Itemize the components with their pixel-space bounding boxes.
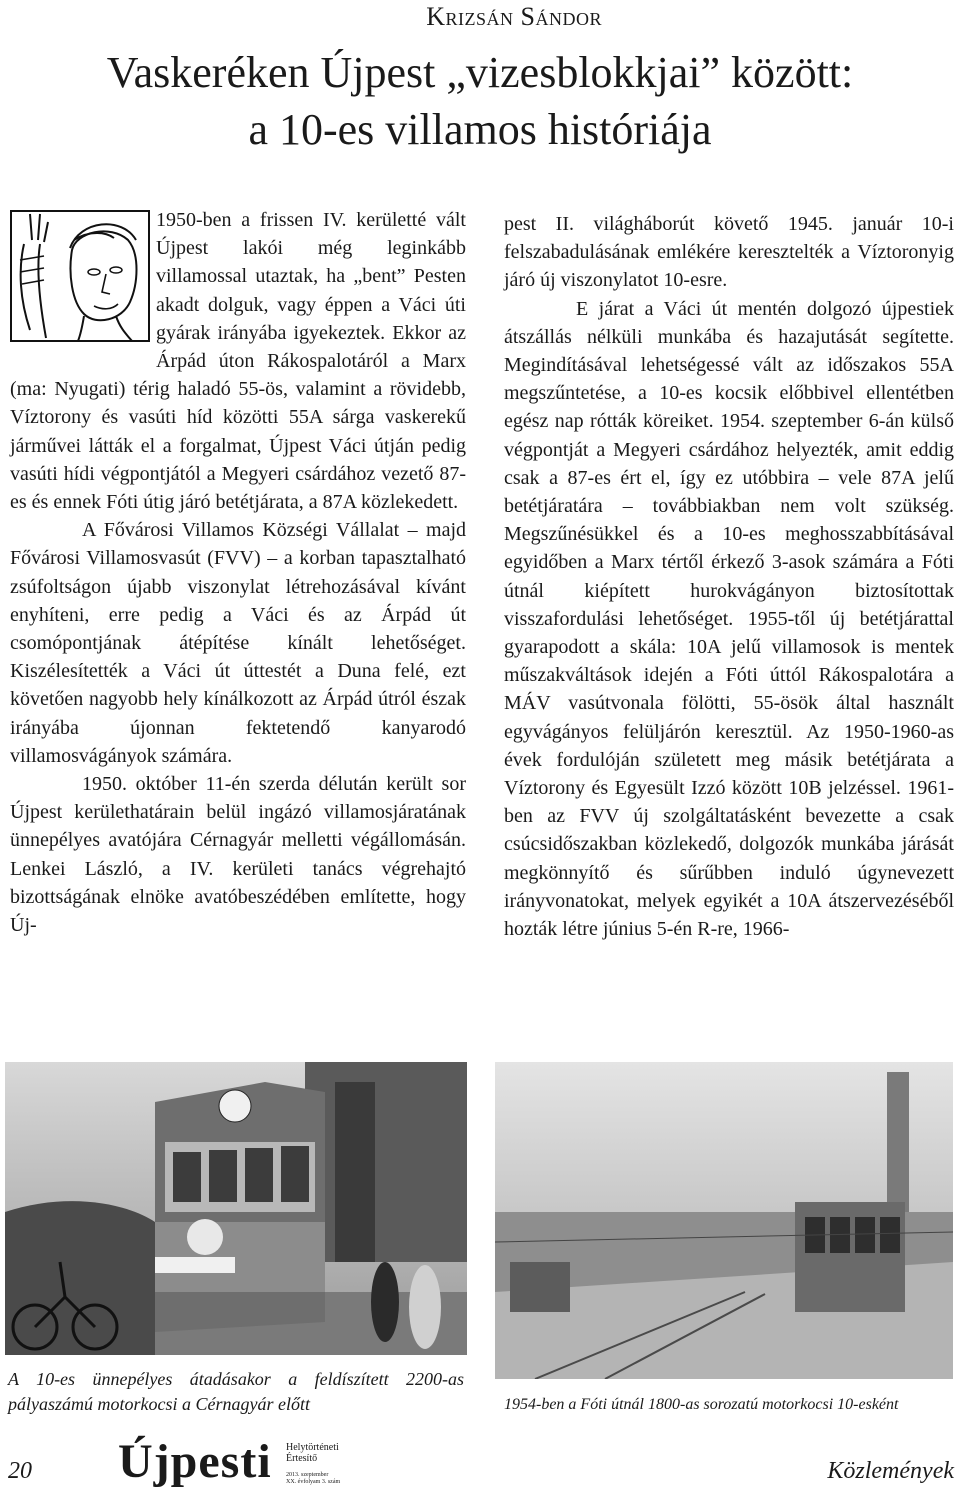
section-name: Közlemények bbox=[827, 1458, 954, 1484]
paragraph: 1950. október 11-én szerda délután került sor Újpest kerülethatárain belül ingázó villamosjáratának ünnepélyes avatójára Cérnagyár melletti végállomásán. Lenkei László, a IV. kerületi tanács végrehajtó bizottságának elnöke avatóbeszédében említette, hogy Új- bbox=[10, 773, 466, 937]
author-name: Krizsán Sándor bbox=[426, 2, 602, 31]
logo-subtitle-2: Értesítő bbox=[286, 1453, 318, 1464]
article-column-left bbox=[10, 206, 466, 939]
title-line-2: a 10-es villamos históriája bbox=[248, 105, 712, 154]
tram-photo-1950 bbox=[5, 1062, 467, 1355]
tram-photo-1954 bbox=[495, 1062, 953, 1379]
logo-date: 2013. szeptember bbox=[286, 1472, 329, 1478]
title-line-1: Vaskeréken Újpest „vizesblokkjai” között: bbox=[106, 48, 854, 97]
paragraph: pest II. világháborút követő 1945. január 10-i felszabadulásának emlékére keresztelték a Víztoronyig járó új viszonylatot 10-esre. bbox=[504, 213, 954, 292]
journal-logo bbox=[118, 1432, 378, 1492]
photo-caption-left: A 10-es ünnepélyes átadásakor a feldíszített 2200-as pályaszámú motorkocsi a Cérnagyár előtt bbox=[8, 1369, 464, 1414]
article-column-right bbox=[504, 210, 954, 943]
portrait-space bbox=[10, 206, 156, 348]
page-number: 20 bbox=[8, 1458, 32, 1484]
logo-subtitle-1: Helytörténeti bbox=[286, 1442, 339, 1453]
paragraph: E járat a Váci út mentén dolgozó újpestiek átszállás nélküli munkába és hazajutását segítette. Megindításával lehetségessé vált az időszakos 55A megszűntetése, a 10-es kocsik előbbivel ellentétben egész nap rótták köreiket. 1954. szeptember 6-án külső végpontját a Megyeri csárdához helyezték, amit eddig csak a 87-es ért el, így ez utóbbira – vele 87A jelű betétjáratára – továbbiakban nem volt szükség. Megszűnésükkel és a 10-es meghosszabbításával egyidőben a Marx tértől érkező 3-asok számára a Fóti útnál kiépített hurokvágányon biztosítottak visszafordulási lehetőséget. 1955-től új betétjárattal gyarapodott a skála: 10A jelű villamosok is mentek műszakváltások idején a Fóti úttól Rákospalotára a MÁV vasútvonala fölötti, 55-ösök által használt egyvágányos felüljárón keresztül. Az 1950-1960-as évek fordulóján született meg másik betétjárata a Víztorony és Egyesült Izzó között 10B jelzéssel. 1961-ben az FVV új szolgáltatásként bevezette a csak csúcsidőszakban közlekedő, dolgozók munkába járását megkönnyítő és sűrűbben induló úgynevezett irányvonatokat, melyek egyikét a 10A átszervezéséből hozták létre június 5-én R-re, 1966- bbox=[504, 297, 954, 941]
article-title bbox=[0, 44, 960, 158]
photo-caption-right: 1954-ben a Fóti útnál 1800-as sorozatú motorkocsi 10-esként bbox=[504, 1396, 899, 1413]
logo-word: Újpesti bbox=[118, 1435, 272, 1488]
paragraph: A Fővárosi Villamos Községi Vállalat – majd Fővárosi Villamosvasút (FVV) – a korban tapasztalható zsúfoltságon újabb viszonylat létrehozásával kívánt enyhíteni, erre pedig a Váci és az Árpád út csomópontjának átépítése kínált lehetőséget. Kiszélesítették a Váci út úttestét a Duna felé, ezt követően nagyobb hely kínálkozott az Árpád útról észak irányába újonnan fektetendő kanyarodó villamosvágányok számára. bbox=[10, 519, 466, 767]
logo-issue: XX. évfolyam 3. szám bbox=[286, 1479, 341, 1485]
paragraph: 1950-ben a frissen IV. kerületté vált Újpest lakói még leginkább villamossal utaztak, ha „bent” Pesten akadt dolguk, vagy éppen a Váci úti gyárak irányába igyekeztek. Ekkor az Árpád úton Rákospalotáról a Marx (ma: Nyugati) térig haladó 55-ös, valamint a rövidebb, Víztorony és vasúti híd közötti 55A sárga vaskerekű járművei látták el a forgalmat, Újpest Váci útján pedig vasúti hídi végpontjától a Megyeri csárdához vezető 87-es és ennek Fóti útig járó betétjárata, a 87A közlekedett. bbox=[10, 209, 466, 514]
